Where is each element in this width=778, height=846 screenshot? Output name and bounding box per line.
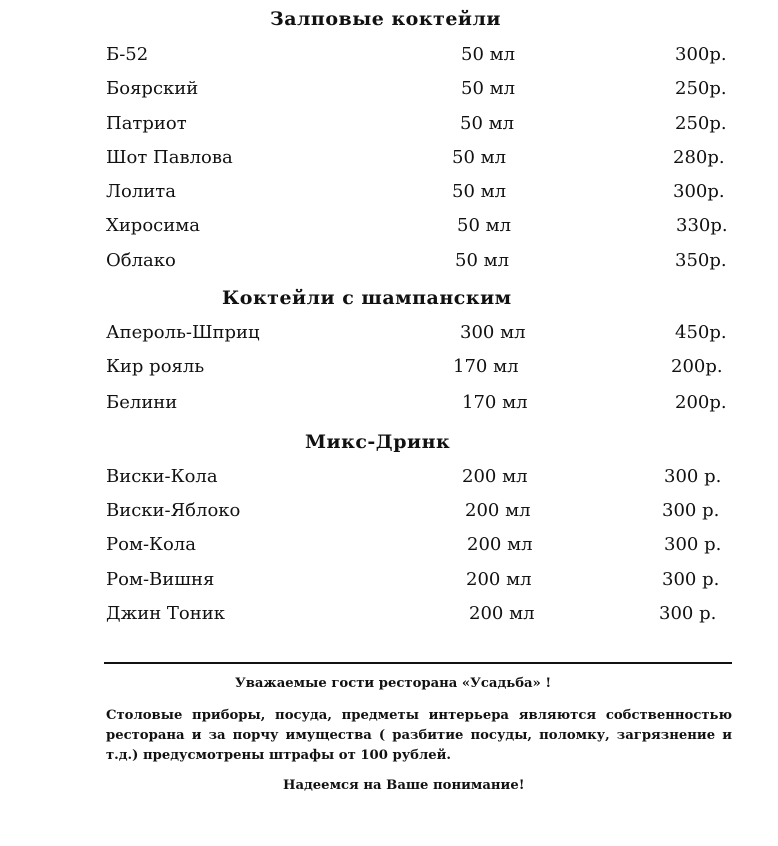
- menu-row: [0, 534, 778, 564]
- item-price: 300 р.: [662, 569, 720, 590]
- item-name: Патриот: [106, 113, 187, 134]
- item-volume: 200 мл: [465, 500, 531, 521]
- menu-row: [0, 466, 778, 496]
- menu-row: [0, 322, 778, 352]
- item-volume: 50 мл: [457, 215, 512, 236]
- item-volume: 50 мл: [461, 44, 516, 65]
- item-volume: 300 мл: [460, 322, 526, 343]
- menu-row: [0, 250, 778, 280]
- item-price: 350р.: [675, 250, 727, 271]
- menu-row: [0, 603, 778, 633]
- item-price: 250р.: [675, 113, 727, 134]
- item-name: Джин Тоник: [106, 603, 225, 624]
- item-price: 200р.: [671, 356, 723, 377]
- item-volume: 200 мл: [462, 466, 528, 487]
- item-name: Шот Павлова: [106, 147, 233, 168]
- menu-row: [0, 78, 778, 108]
- menu-row: [0, 215, 778, 245]
- item-volume: 50 мл: [455, 250, 510, 271]
- notice-body: Столовые приборы, посуда, предметы интерьера являются собственностью ресторана и за порчу имущества ( разбитие посуды, поломку, загрязнение и т.д.) предусмотрены штрафы от 100 рублей.: [106, 708, 732, 763]
- item-price: 200р.: [675, 392, 727, 413]
- menu-row: [0, 392, 778, 422]
- item-name: Ром-Вишня: [106, 569, 215, 590]
- menu-row: [0, 356, 778, 386]
- item-name: Белини: [106, 392, 178, 413]
- menu-row: [0, 113, 778, 143]
- item-price: 300 р.: [664, 534, 722, 555]
- item-price: 330р.: [676, 215, 728, 236]
- item-price: 300 р.: [662, 500, 720, 521]
- item-name: Боярский: [106, 78, 199, 99]
- item-price: 280р.: [673, 147, 725, 168]
- item-name: Виски-Яблоко: [106, 500, 241, 521]
- item-name: Виски-Кола: [106, 466, 218, 487]
- item-name: Облако: [106, 250, 176, 271]
- menu-row: [0, 147, 778, 177]
- item-volume: 200 мл: [466, 569, 532, 590]
- item-price: 300 р.: [664, 466, 722, 487]
- item-price: 300р.: [675, 44, 727, 65]
- item-volume: 170 мл: [453, 356, 519, 377]
- menu-row: [0, 500, 778, 530]
- divider: [104, 662, 732, 664]
- item-name: Б-52: [106, 44, 149, 65]
- item-price: 250р.: [675, 78, 727, 99]
- menu-row: [0, 181, 778, 211]
- item-volume: 50 мл: [452, 181, 507, 202]
- item-volume: 50 мл: [460, 113, 515, 134]
- item-name: Кир рояль: [106, 356, 205, 377]
- menu-row: [0, 44, 778, 74]
- item-price: 300 р.: [659, 603, 717, 624]
- item-volume: 50 мл: [452, 147, 507, 168]
- item-name: Лолита: [106, 181, 176, 202]
- item-name: Ром-Кола: [106, 534, 196, 555]
- item-price: 300р.: [673, 181, 725, 202]
- item-volume: 170 мл: [462, 392, 528, 413]
- item-name: Хиросима: [106, 215, 200, 236]
- item-volume: 200 мл: [469, 603, 535, 624]
- menu-row: [0, 569, 778, 599]
- item-name: Апероль-Шприц: [106, 322, 260, 343]
- item-volume: 50 мл: [461, 78, 516, 99]
- item-volume: 200 мл: [467, 534, 533, 555]
- item-price: 450р.: [675, 322, 727, 343]
